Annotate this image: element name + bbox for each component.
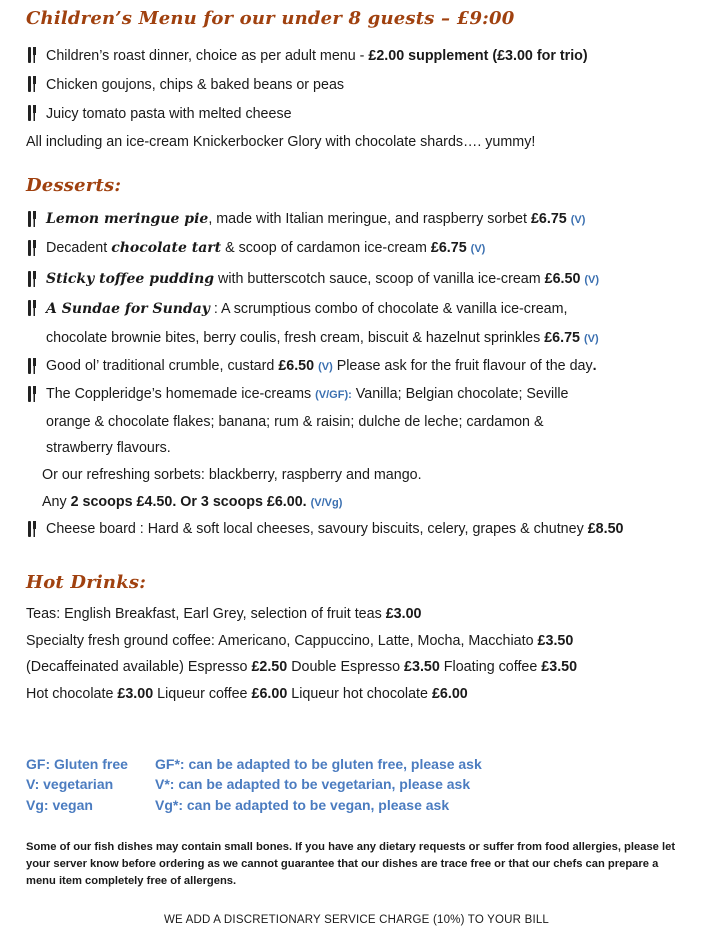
children-heading: Children’s Menu for our under 8 guests – £9:00 (26, 8, 515, 29)
key-vg-adapt: Vg*: can be adapted to be vegan, please ask (155, 797, 450, 813)
drink-decaf: (Decaffeinated available) Espresso £2.50 Double Espresso £3.50 Floating coffee £3.50 (26, 659, 578, 675)
drinks-heading: Hot Drinks: (26, 572, 147, 593)
drink-hot: Hot chocolate £3.00 Liqueur coffee £6.00 Liqueur hot chocolate £6.00 (26, 686, 468, 702)
dessert-toffee: Sticky toffee pudding with butterscotch sauce, scoop of vanilla ice-cream £6.50 (V) (46, 271, 600, 287)
cutlery-icon (27, 300, 37, 316)
key-gf: GF: Gluten free (26, 756, 128, 772)
allergy-notice: Some of our fish dishes may contain small bones. If you have any dietary requests or suffer from food allergies, please let your server know before ordering as we cannot guarantee that our dishes are trace free or that our chefs can prepare a menu item completely free of allergens. (26, 841, 676, 887)
cutlery-icon (27, 358, 37, 374)
drink-coffee: Specialty fresh ground coffee: Americano, Cappuccino, Latte, Mocha, Macchiato £3.50 (26, 633, 574, 649)
child-item-roast: Children’s roast dinner, choice as per adult menu - £2.00 supplement (£3.00 for trio) (46, 48, 588, 64)
dessert-icecream: The Coppleridge’s homemade ice-creams (V/GF): Vanilla; Belgian chocolate; Seville (46, 386, 569, 402)
drink-teas: Teas: English Breakfast, Earl Grey, selection of fruit teas £3.00 (26, 606, 422, 622)
cutlery-icon (27, 105, 37, 121)
child-item-goujons: Chicken goujons, chips & baked beans or peas (46, 77, 345, 93)
cutlery-icon (27, 240, 37, 256)
key-v: V: vegetarian (26, 776, 114, 792)
key-vg: Vg: vegan (26, 797, 93, 813)
cutlery-icon (27, 47, 37, 63)
dessert-sorbets: Or our refreshing sorbets: blackberry, raspberry and mango. (42, 467, 422, 483)
dessert-crumble: Good ol’ traditional crumble, custard £6.50 (V) Please ask for the fruit flavour of the day. (46, 358, 597, 374)
dessert-cheese: Cheese board : Hard & soft local cheeses, savoury biscuits, celery, grapes & chutney £8.50 (46, 521, 624, 537)
key-v-adapt: V*: can be adapted to be vegetarian, please ask (155, 776, 471, 792)
dessert-chocolate: Decadent chocolate tart & scoop of cardamon ice-cream £6.75 (V) (46, 240, 486, 256)
children-footer: All including an ice-cream Knickerbocker Glory with chocolate shards…. yummy! (26, 134, 536, 150)
cutlery-icon (27, 211, 37, 227)
cutlery-icon (27, 521, 37, 537)
key-gf-adapt: GF*: can be adapted to be gluten free, please ask (155, 756, 482, 772)
child-item-pasta: Juicy tomato pasta with melted cheese (46, 106, 292, 122)
service-charge: WE ADD A DISCRETIONARY SERVICE CHARGE (10%) TO YOUR BILL (163, 914, 550, 926)
cutlery-icon (27, 386, 37, 402)
dessert-scoops: Any 2 scoops £4.50. Or 3 scoops £6.00. (V/Vg) (42, 494, 343, 510)
dessert-sundae: A Sundae for Sunday : A scrumptious combo of chocolate & vanilla ice-cream, (46, 301, 568, 317)
desserts-heading: Desserts: (26, 175, 122, 196)
cutlery-icon (27, 271, 37, 287)
dessert-sundae-line2: chocolate brownie bites, berry coulis, fresh cream, biscuit & hazelnut sprinkles £6.75 (V) (46, 330, 599, 346)
dessert-icecream-line3: strawberry flavours. (46, 440, 171, 456)
dessert-lemon: Lemon meringue pie, made with Italian meringue, and raspberry sorbet £6.75 (V) (46, 211, 586, 227)
cutlery-icon (27, 76, 37, 92)
dessert-icecream-line2: orange & chocolate flakes; banana; rum & raisin; dulche de leche; cardamon & (46, 414, 544, 430)
